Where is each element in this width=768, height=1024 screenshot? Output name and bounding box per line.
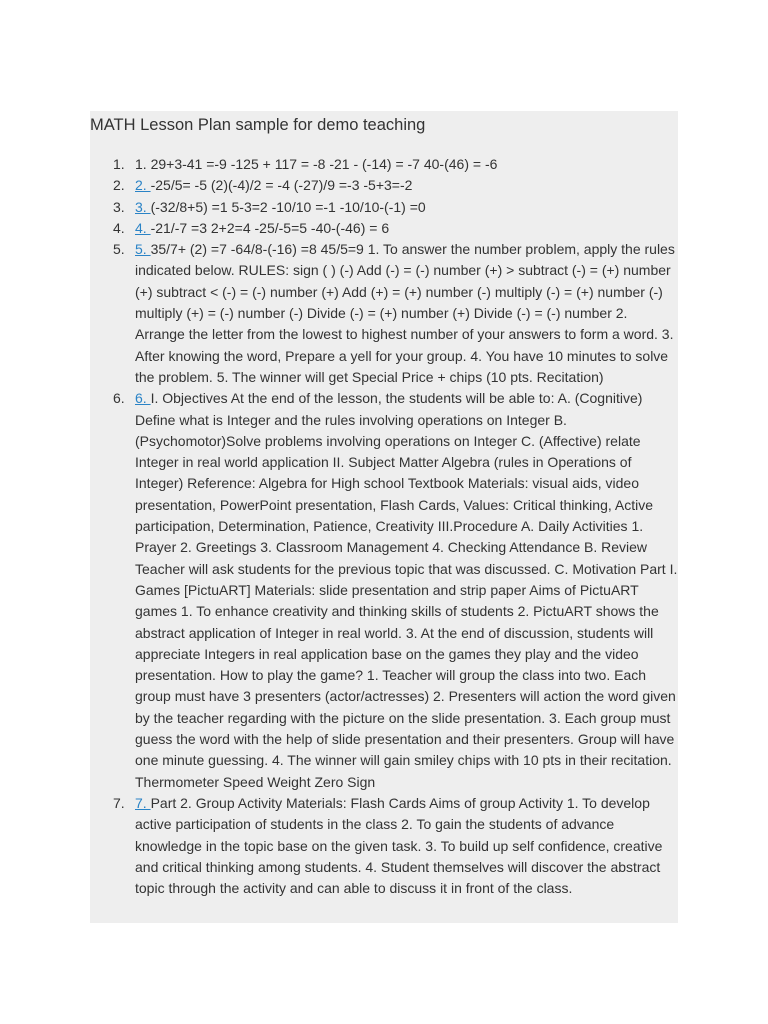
list-item [90, 218, 678, 239]
list-item [90, 175, 678, 196]
item-text: -21/-7 =3 2+2=4 -25/-5=5 -40-(-46) = 6 [150, 219, 390, 236]
item-text: (-32/8+5) =1 5-3=2 -10/10 =-1 -10/10-(-1) =0 [150, 198, 426, 215]
page-link-3[interactable]: 3. [135, 198, 151, 215]
item-number: 4. [113, 219, 125, 236]
lesson-plan-list [90, 154, 678, 899]
item-text: I. Objectives At the end of the lesson, the students will be able to: A. (Cognitive) Define what is Integer and the rules involving operations on Integer B. (Psychomotor)Solve problems involving operations on Integer C. (Affective) relate Integer in real world application II. Subject Matter Algebra (rules in Operations of Integer) Reference: Algebra for High school Textbook Materials: visual aids, video presentation, PowerPoint presentation, Flash Cards, Values: Critical thinking, Active participation, Determination, Patience, Creativity III.Procedure A. Daily Activities 1. Prayer 2. Greetings 3. Classroom Management 4. Checking Attendance B. Review Teacher will ask students for the previous topic that was discussed. C. Motivation Part I. Games [PictuART] Materials: slide presentation and strip paper Aims of PictuART games 1. To enhance creativity and thinking skills of students 2. PictuART shows the abstract application of Integer in real world. 3. At the end of discussion, students will appreciate Integers in real application base on the games they play and the video presentation. How to play the game? 1. Teacher will group the class into two. Each group must have 3 presenters (actor/actresses) 2. Presenters will action the word given by the teacher regarding with the picture on the slide presentation. 3. Each group must guess the word with the help of slide presentation and their presenters. Group will have one minute guessing. 4. The winner will gain smiley chips with 10 pts in their recitation. Thermometer Speed Weight Zero Sign [135, 390, 678, 790]
item-number: 1. [113, 156, 125, 172]
page-link-4[interactable]: 4. [135, 219, 151, 236]
lesson-plan-panel [90, 111, 678, 923]
page-link-5[interactable]: 5. [135, 241, 151, 258]
item-number: 2. [113, 177, 125, 194]
item-number: 5. [113, 241, 125, 258]
item-text: 35/7+ (2) =7 -64/8-(-16) =8 45/5=9 1. To answer the number problem, apply the rules indicated below. RULES: sign ( ) (-) Add (-) = (-) number (+) > subtract (-) = (+) number (+) subtract < (-) = (-) number (+) Add (+) = (+) number (-) multiply (-) = (+) number (-) multiply (+) = (-) number (-) Divide (-) = (+) number (+) Divide (-) = (-) number 2. Arrange the letter from the lowest to highest number of your answers to form a word. 3. After knowing the word, Prepare a yell for your group. 4. You have 10 minutes to solve the problem. 5. The winner will get Special Price + chips (10 pts. Recitation) [135, 241, 675, 385]
list-item [90, 197, 678, 218]
item-number: 7. [113, 794, 125, 811]
list-item [90, 239, 678, 388]
item-text: -25/5= -5 (2)(-4)/2 = -4 (-27)/9 =-3 -5+3=-2 [150, 177, 413, 194]
item-text: 1. 29+3-41 =-9 -125 + 117 = -8 -21 - (-14) = -7 40-(46) = -6 [135, 156, 498, 172]
list-item [90, 154, 678, 175]
list-item [90, 388, 678, 793]
page-link-2[interactable]: 2. [135, 177, 151, 194]
page-link-6[interactable]: 6. [135, 390, 151, 407]
item-number: 6. [113, 390, 125, 407]
item-number: 3. [113, 198, 125, 215]
list-item [90, 793, 678, 899]
item-text: Part 2. Group Activity Materials: Flash Cards Aims of group Activity 1. To develop active participation of students in the class 2. To gain the students of advance knowledge in the topic base on the given task. 3. To build up self confidence, creative and critical thinking among students. 4. Student themselves will discover the abstract topic through the activity and can able to discuss it in front of the class. [135, 794, 663, 897]
document-title: MATH Lesson Plan sample for demo teaching [90, 116, 426, 134]
page-link-7[interactable]: 7. [135, 794, 151, 811]
